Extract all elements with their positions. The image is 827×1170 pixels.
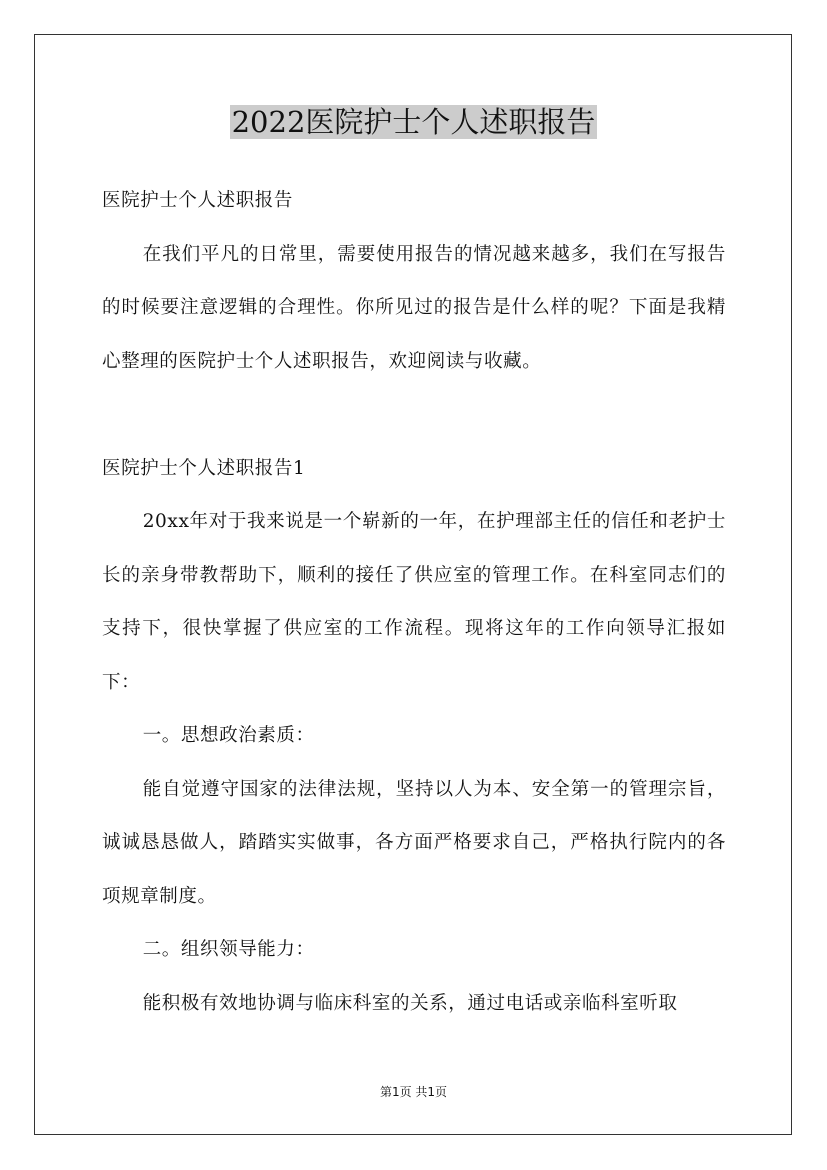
body-paragraph-1: 20xx年对于我来说是一个崭新的一年，在护理部主任的信任和老护士长的亲身带教帮助下，顺利的接任了供应室的管理工作。在科室同志们的支持下，很快掌握了供应室的工作流程。现将这年的工作向领导汇报如下： [102, 511, 726, 693]
page-number: 第1页 共1页 [379, 1085, 448, 1099]
document-subtitle: 医院护士个人述职报告 [102, 190, 294, 211]
intro-paragraph: 在我们平凡的日常里，需要使用报告的情况越来越多，我们在写报告的时候要注意逻辑的合理性。你所见过的报告是什么样的呢？下面是我精心整理的医院护士个人述职报告，欢迎阅读与收藏。 [102, 243, 726, 372]
page-footer [0, 1083, 827, 1100]
document-title-text: 2022医院护士个人述职报告 [231, 105, 596, 139]
section-gap [102, 388, 726, 442]
document-title [0, 100, 827, 144]
document-body [102, 174, 726, 1030]
body-paragraph-2: 能自觉遵守国家的法律法规，坚持以人为本、安全第一的管理宗旨，诚诚恳恳做人，踏踏实实做事，各方面严格要求自己，严格执行院内的各项规章制度。 [102, 778, 726, 907]
body-paragraph-3: 能积极有效地协调与临床科室的关系，通过电话或亲临科室听取 [142, 992, 678, 1014]
subheading-leadership: 二。组织领导能力： [142, 939, 315, 960]
section-heading: 医院护士个人述职报告1 [102, 457, 306, 479]
subheading-politics: 一。思想政治素质： [142, 725, 315, 746]
